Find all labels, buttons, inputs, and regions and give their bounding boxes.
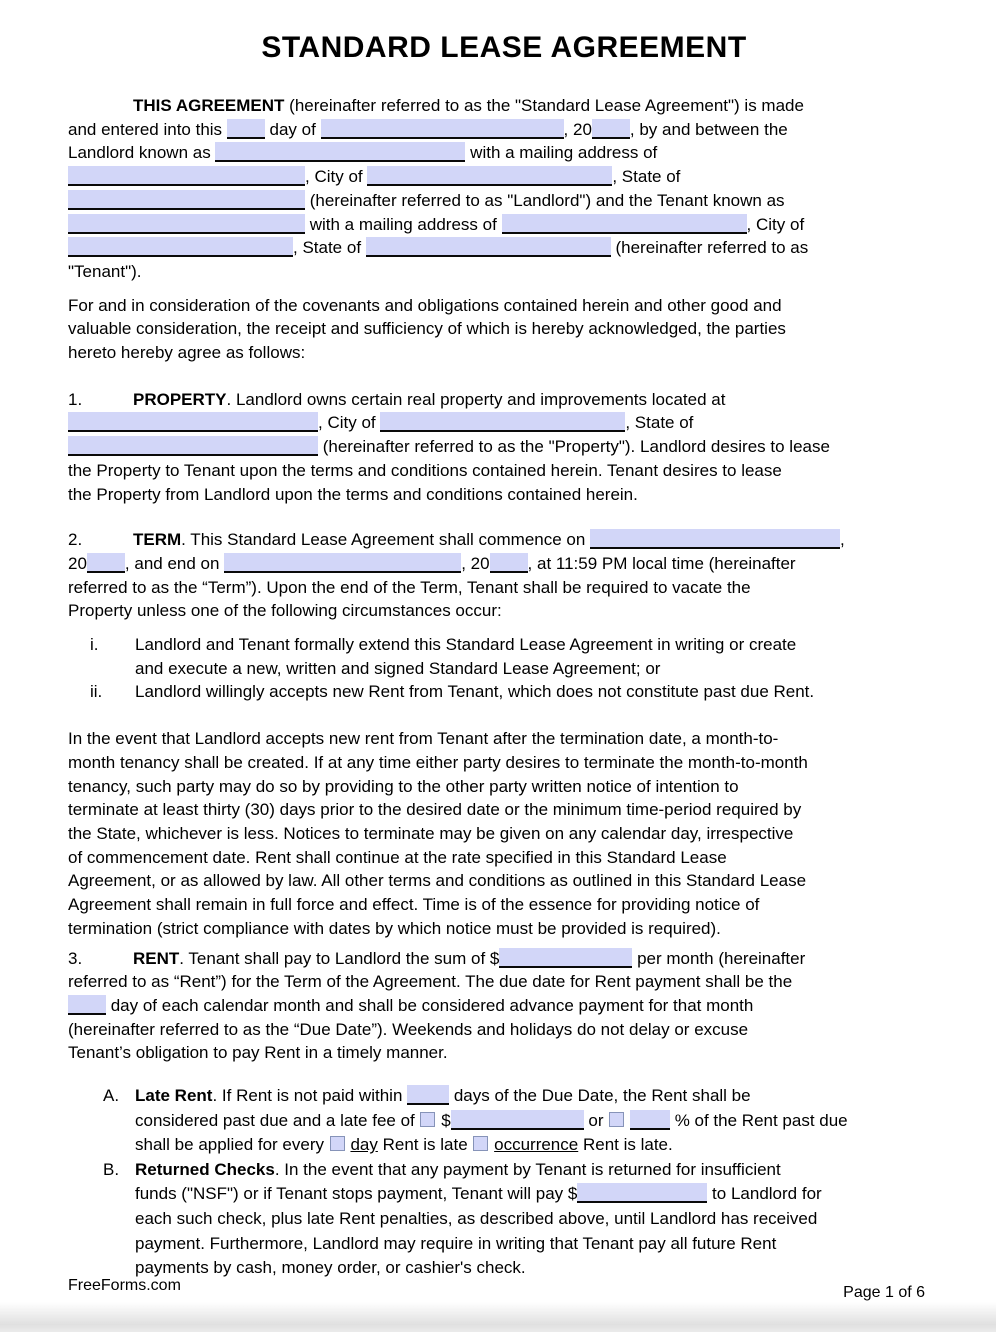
rent-subitems-list: [68, 1084, 940, 1281]
text-line: [68, 1182, 940, 1207]
text-run: (hereinafter referred to as the "Property"). Landlord desires to lease: [318, 437, 830, 457]
text-line: [68, 141, 940, 165]
text-line: [68, 633, 940, 657]
text-run: Landlord willingly accepts new Rent from Tenant, which does not constitute past due Rent.: [135, 682, 815, 702]
text-run: day of each calendar month and shall be considered advance payment for that month: [106, 995, 754, 1015]
bold-text: PROPERTY: [133, 389, 227, 409]
text-run: of commencement date. Rent shall continue at the rate specified in this Standard Lease: [68, 847, 727, 867]
text-run: valuable consideration, the receipt and sufficiency of which is hereby acknowledged, the parties: [68, 319, 786, 339]
text-run: , 20: [563, 119, 592, 139]
text-run: , State of: [293, 238, 366, 258]
text-run: referred to as the “Term”). Upon the end of the Term, Tenant shall be required to vacate the: [68, 577, 751, 597]
text-run: $: [436, 1110, 451, 1130]
text-line: [68, 1158, 940, 1183]
text-line: [68, 459, 940, 483]
text-line: [68, 994, 940, 1018]
section-rent: [68, 947, 940, 1066]
opening-paragraph: [68, 94, 940, 284]
text-run: (hereinafter referred to as: [610, 238, 809, 258]
text-line: [68, 260, 940, 284]
footer-site-name: FreeForms.com: [68, 1277, 181, 1294]
text-run: , 20: [461, 553, 490, 573]
section-property: [68, 388, 940, 507]
list-marker: 3.: [68, 948, 83, 968]
text-run: considered past due and a late fee of: [135, 1110, 420, 1130]
text-run: (hereinafter referred to as "Landlord") and the Tenant known as: [305, 190, 785, 210]
text-run: . This Standard Lease Agreement shall commence on: [181, 530, 591, 550]
text-run: terminate at least thirty (30) days prior to the desired date or the minimum time-period required by: [68, 800, 802, 820]
text-line: [68, 213, 940, 237]
list-marker: B.: [103, 1159, 120, 1179]
text-line: [68, 483, 940, 507]
text-run: "Tenant").: [68, 261, 142, 281]
checkbox-per-day[interactable]: [330, 1136, 345, 1151]
text-line: [68, 599, 940, 623]
text-run: In the event that Landlord accepts new rent from Tenant after the termination date, a month-to-: [68, 729, 779, 749]
bold-text: TERM: [133, 530, 182, 550]
text-run: 20: [68, 553, 87, 573]
text-run: , City of: [746, 214, 805, 234]
bold-text: Late Rent: [135, 1086, 213, 1106]
text-run: , City of: [318, 413, 381, 433]
text-line: [68, 798, 940, 822]
tenant-city-blank[interactable]: [68, 237, 293, 257]
text-line: [68, 341, 940, 365]
underlined-text: occurrence: [494, 1135, 579, 1155]
text-line: [68, 236, 940, 260]
text-line: [68, 680, 940, 704]
late-days-blank[interactable]: [407, 1085, 449, 1105]
text-run: , City of: [305, 167, 368, 187]
text-line: [68, 317, 940, 341]
text-line: [68, 576, 940, 600]
text-line: [68, 94, 940, 118]
text-line: [68, 846, 940, 870]
section-term: [68, 528, 940, 623]
text-line: [68, 822, 940, 846]
text-run: Agreement, or as allowed by law. All other terms and conditions as outlined in this Standard Lease: [68, 871, 807, 891]
commence-year-blank[interactable]: [87, 553, 125, 573]
property-street-blank[interactable]: [68, 412, 318, 432]
text-run: . Landlord owns certain real property and improvements located at: [226, 389, 726, 409]
text-run: to Landlord for: [707, 1184, 822, 1204]
underlined-text: day: [350, 1135, 378, 1155]
text-run: For and in consideration of the covenants and obligations contained herein and other good and: [68, 295, 782, 315]
text-line: [68, 388, 940, 412]
text-run: month tenancy shall be created. If at any time either party desires to terminate the month-to-month: [68, 752, 808, 772]
text-run: and entered into this: [68, 119, 227, 139]
text-run: . In the event that any payment by Tenant is returned for insufficient: [274, 1159, 781, 1179]
text-run: Tenant’s obligation to pay Rent in a timely manner.: [68, 1043, 448, 1063]
tenant-street-blank[interactable]: [502, 214, 747, 234]
text-line: [68, 165, 940, 189]
document-blocks: [68, 94, 940, 1281]
property-city-blank[interactable]: [380, 412, 625, 432]
late-fee-percent-blank[interactable]: [630, 1110, 670, 1130]
text-run: Rent is late: [377, 1135, 473, 1155]
text-run: . If Rent is not paid within: [212, 1086, 408, 1106]
text-run: Landlord known as: [68, 143, 216, 163]
text-line: [68, 552, 940, 576]
text-line: [68, 1041, 940, 1065]
document-title: STANDARD LEASE AGREEMENT: [261, 31, 747, 64]
text-line: [68, 1232, 940, 1257]
text-line: [68, 869, 940, 893]
text-run: and execute a new, written and signed Standard Lease Agreement; or: [135, 658, 661, 678]
text-run: referred to as “Rent”) for the Term of the Agreement. The due date for Rent payment shall be the: [68, 972, 793, 992]
text-line: [68, 947, 940, 971]
execution-day-blank[interactable]: [227, 119, 265, 139]
checkbox-late-fee-flat[interactable]: [420, 1112, 435, 1127]
text-line: [68, 411, 940, 435]
text-run: (hereinafter referred to as the "Standard Lease Agreement") is made: [284, 96, 804, 115]
text-run: with a mailing address of: [465, 143, 658, 163]
execution-year-blank[interactable]: [592, 119, 630, 139]
rent-amount-blank[interactable]: [499, 948, 632, 968]
text-line: [68, 1256, 940, 1281]
text-run: Property unless one of the following circumstances occur:: [68, 601, 502, 621]
rent-due-day-blank[interactable]: [68, 995, 106, 1015]
page-number: Page 1 of 6: [843, 1284, 925, 1301]
text-run: % of the Rent past due: [669, 1110, 848, 1130]
text-line: [68, 727, 940, 751]
text-run: , at 11:59 PM local time (hereinafter: [527, 553, 796, 573]
text-run: Rent is late.: [578, 1135, 673, 1155]
text-run: the State, whichever is less. Notices to terminate may be given on any calendar day, irrespective: [68, 823, 794, 843]
text-run: , State of: [612, 167, 681, 187]
end-year-blank[interactable]: [490, 553, 528, 573]
property-state-blank[interactable]: [68, 436, 318, 456]
end-date-blank[interactable]: [224, 553, 461, 573]
list-marker: ii.: [90, 682, 103, 702]
text-run: payments by cash, money order, or cashier's check.: [135, 1258, 526, 1278]
text-run: or: [583, 1110, 609, 1130]
text-line: [68, 970, 940, 994]
bold-text: RENT: [133, 948, 180, 968]
text-line: [68, 528, 940, 552]
text-line: [68, 1207, 940, 1232]
text-run: shall be applied for every: [135, 1135, 329, 1155]
text-run: , State of: [625, 413, 694, 433]
text-run: days of the Due Date, the Rent shall be: [449, 1086, 751, 1106]
month-to-month-paragraph: [68, 727, 940, 940]
list-marker: A.: [103, 1086, 120, 1106]
text-run: , and end on: [124, 553, 225, 573]
text-run: with a mailing address of: [305, 214, 502, 234]
document-content: [68, 30, 940, 1281]
text-run: the Property to Tenant upon the terms and conditions contained herein. Tenant desires to lease: [68, 460, 782, 480]
list-marker: 2.: [68, 530, 83, 550]
text-line: [68, 1133, 940, 1158]
term-conditions-list: [68, 633, 940, 704]
text-run: termination (strict compliance with dates by which notice must be provided is required).: [68, 918, 721, 938]
text-run: the Property from Landlord upon the terms and conditions contained herein.: [68, 484, 638, 504]
text-line: [68, 118, 940, 142]
late-fee-amount-blank[interactable]: [451, 1110, 584, 1130]
text-line: [68, 775, 940, 799]
text-run: Landlord and Tenant formally extend this Standard Lease Agreement in writing or create: [135, 635, 797, 655]
text-run: (hereinafter referred to as the “Due Date”). Weekends and holidays do not delay or excuse: [68, 1019, 749, 1039]
execution-month-blank[interactable]: [321, 119, 564, 139]
landlord-name-blank[interactable]: [215, 142, 465, 162]
text-line: [68, 1084, 940, 1109]
text-line: [68, 751, 940, 775]
text-line: [68, 294, 940, 318]
text-line: [68, 657, 940, 681]
commence-date-blank[interactable]: [590, 529, 840, 549]
text-run: payment. Furthermore, Landlord may require in writing that Tenant pay all future Rent: [135, 1233, 777, 1253]
list-marker: 1.: [68, 389, 83, 409]
text-line: [68, 893, 940, 917]
checkbox-late-fee-percent[interactable]: [609, 1112, 624, 1127]
landlord-street-blank[interactable]: [68, 166, 305, 186]
text-run: , by and between the: [629, 119, 788, 139]
consideration-paragraph: [68, 294, 940, 365]
tenant-state-blank[interactable]: [366, 237, 611, 257]
nsf-fee-blank[interactable]: [577, 1183, 707, 1203]
bold-text: THIS AGREEMENT: [133, 96, 285, 115]
text-run: funds ("NSF") or if Tenant stops payment, Tenant will pay $: [135, 1184, 578, 1204]
list-marker: i.: [90, 635, 99, 655]
text-run: . Tenant shall pay to Landlord the sum of $: [179, 948, 500, 968]
landlord-state-blank[interactable]: [68, 190, 305, 210]
text-line: [68, 917, 940, 941]
tenant-name-blank[interactable]: [68, 214, 305, 234]
bold-text: Returned Checks: [135, 1159, 275, 1179]
text-line: [68, 189, 940, 213]
text-line: [68, 435, 940, 459]
landlord-city-blank[interactable]: [367, 166, 612, 186]
text-run: tenancy, such party may do so by providing to the other party written notice of intention to: [68, 776, 739, 796]
text-run: Agreement shall remain in full force and effect. Time is of the essence for providing notice of: [68, 895, 760, 915]
text-run: hereto hereby agree as follows:: [68, 343, 306, 363]
text-run: each such check, plus late Rent penalties, as described above, until Landlord has received: [135, 1208, 818, 1228]
text-line: [68, 1109, 940, 1134]
checkbox-per-occurrence[interactable]: [473, 1136, 488, 1151]
page-bottom-shade: [0, 1302, 996, 1332]
text-run: per month (hereinafter: [632, 948, 806, 968]
text-run: ,: [840, 530, 845, 550]
text-run: day of: [264, 119, 321, 139]
text-line: [68, 1018, 940, 1042]
